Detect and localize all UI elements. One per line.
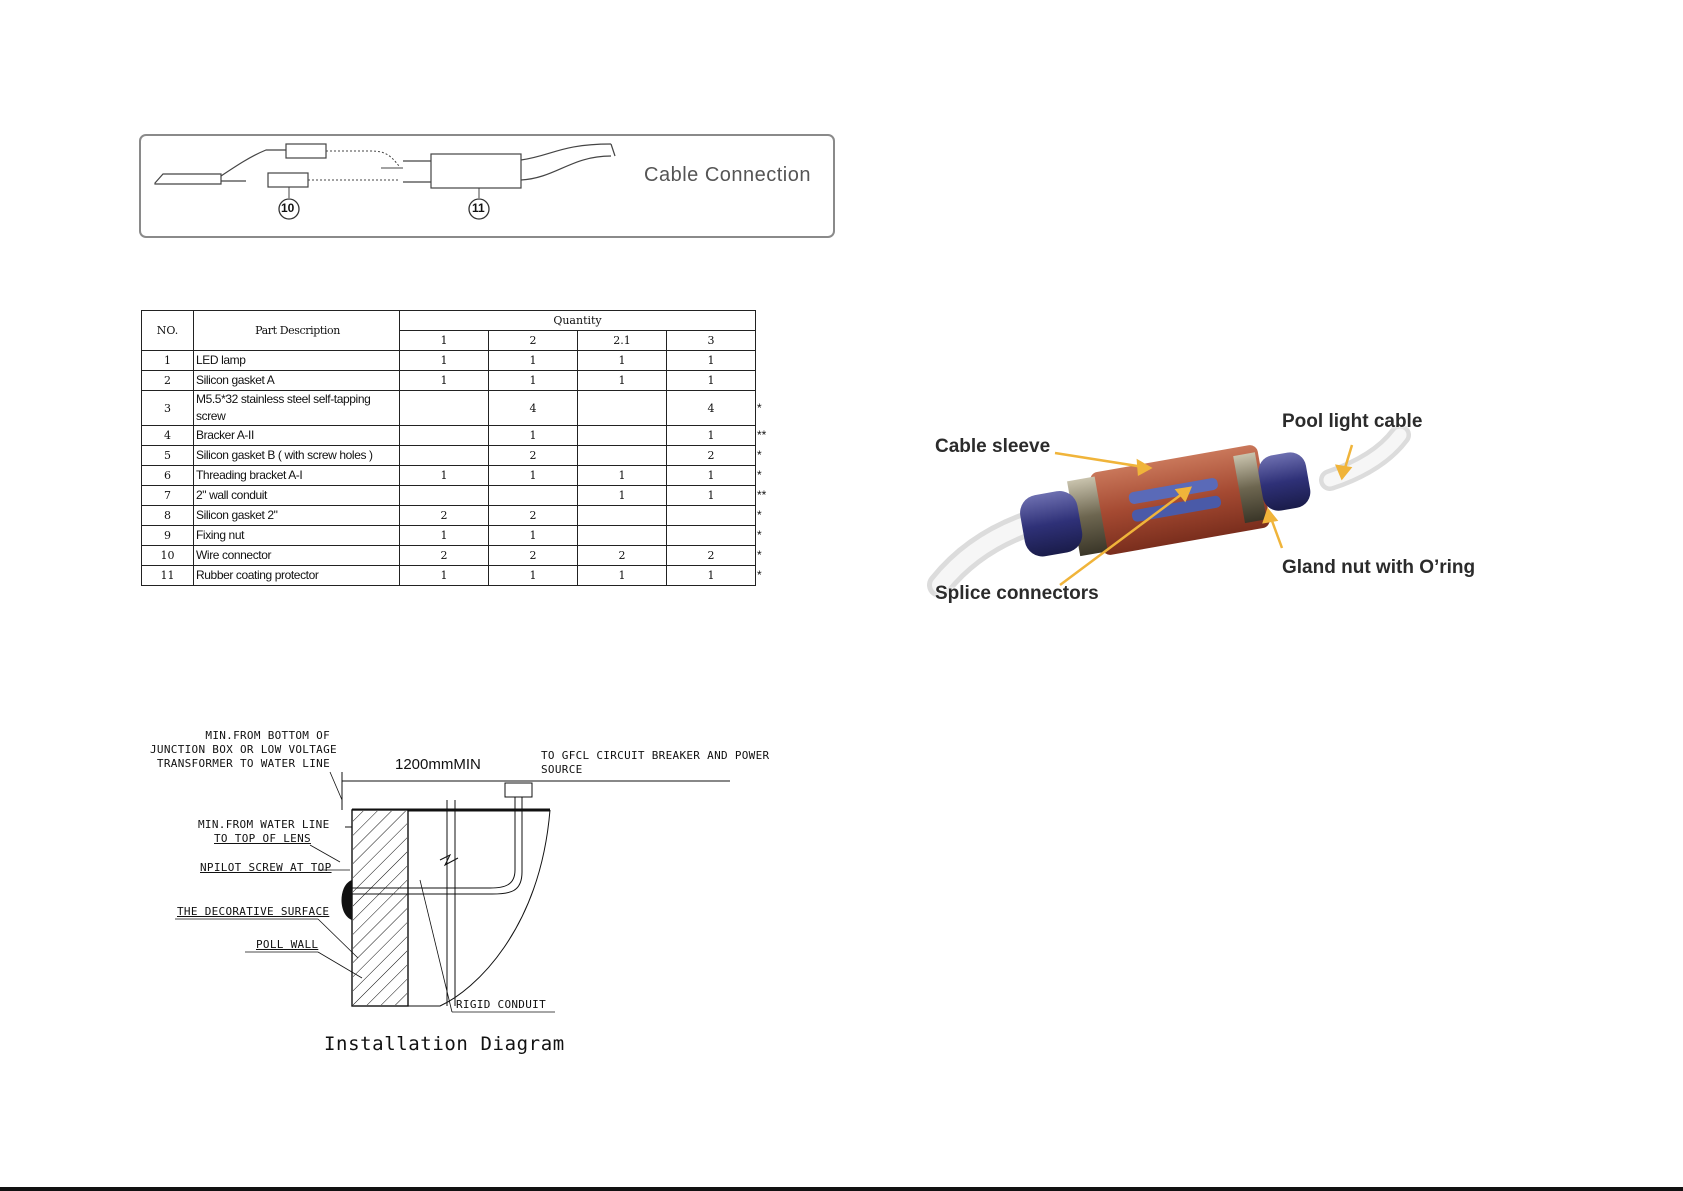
row-quantity: 1 bbox=[489, 351, 578, 371]
row-quantity: 2 bbox=[489, 446, 578, 466]
cable-connection-title: Cable Connection bbox=[644, 164, 811, 186]
row-mark: * bbox=[757, 548, 762, 562]
row-quantity: 2 bbox=[400, 506, 489, 526]
row-number: 4 bbox=[142, 426, 194, 446]
row-description: Threading bracket A-I bbox=[194, 466, 400, 486]
row-mark: * bbox=[757, 400, 762, 415]
row-description: Silicon gasket B ( with screw holes ) bbox=[194, 446, 400, 466]
installation-diagram-title: Installation Diagram bbox=[324, 1033, 565, 1055]
row-quantity: 1 bbox=[400, 351, 489, 371]
header-qty-col: 2.1 bbox=[578, 331, 667, 351]
row-quantity: 1 bbox=[578, 351, 667, 371]
label-gland-nut: Gland nut with O’ring bbox=[1282, 557, 1476, 578]
row-number: 9 bbox=[142, 526, 194, 546]
bottom-rule bbox=[0, 1187, 1683, 1191]
row-quantity: 1 bbox=[667, 371, 756, 391]
header-description: Part Description bbox=[194, 311, 400, 351]
row-description: Wire connector bbox=[194, 546, 400, 566]
row-quantity: 2 bbox=[400, 546, 489, 566]
row-quantity: 1 bbox=[578, 371, 667, 391]
row-quantity: 2 bbox=[667, 446, 756, 466]
row-number: 3 bbox=[142, 391, 194, 426]
callout-10-label: 10 bbox=[281, 201, 295, 215]
row-quantity: 1 bbox=[489, 466, 578, 486]
row-quantity: 1 bbox=[400, 466, 489, 486]
row-mark: * bbox=[757, 568, 762, 582]
row-quantity: 2 bbox=[667, 546, 756, 566]
label-min-bottom: MIN.FROM BOTTOM OF JUNCTION BOX OR LOW VOLTAGE TRANSFORMER TO WATER LINE bbox=[150, 729, 337, 770]
row-description: M5.5*32 stainless steel self-tapping screw bbox=[194, 391, 400, 426]
row-quantity: 1 bbox=[489, 371, 578, 391]
row-description: LED lamp bbox=[194, 351, 400, 371]
row-quantity: 1 bbox=[489, 526, 578, 546]
row-quantity: 1 bbox=[667, 486, 756, 506]
row-quantity: 1 bbox=[400, 566, 489, 586]
row-quantity: 1 bbox=[489, 566, 578, 586]
row-mark: ** bbox=[757, 488, 767, 502]
row-number: 10 bbox=[142, 546, 194, 566]
row-description: Rubber coating protector bbox=[194, 566, 400, 586]
row-quantity: 1 bbox=[578, 566, 667, 586]
row-mark: * bbox=[757, 468, 762, 482]
row-quantity: 1 bbox=[400, 371, 489, 391]
row-quantity: 1 bbox=[667, 566, 756, 586]
header-quantity: Quantity bbox=[400, 311, 756, 331]
row-number: 1 bbox=[142, 351, 194, 371]
row-quantity: 2 bbox=[489, 546, 578, 566]
label-pilot-screw: NPILOT SCREW AT TOP bbox=[200, 861, 332, 874]
row-quantity: 1 bbox=[667, 426, 756, 446]
header-qty-col: 1 bbox=[400, 331, 489, 351]
row-quantity: 4 bbox=[667, 391, 756, 426]
row-quantity: 1 bbox=[400, 526, 489, 546]
row-number: 5 bbox=[142, 446, 194, 466]
label-splice-connectors: Splice connectors bbox=[935, 583, 1099, 604]
dimension-label: 1200mmMIN bbox=[395, 756, 481, 773]
row-number: 6 bbox=[142, 466, 194, 486]
row-quantity: 2 bbox=[489, 506, 578, 526]
row-quantity: 1 bbox=[489, 426, 578, 446]
row-quantity: 1 bbox=[578, 466, 667, 486]
row-number: 8 bbox=[142, 506, 194, 526]
header-qty-col: 2 bbox=[489, 331, 578, 351]
row-mark: * bbox=[757, 448, 762, 462]
row-quantity: 4 bbox=[489, 391, 578, 426]
row-number: 11 bbox=[142, 566, 194, 586]
label-cable-sleeve: Cable sleeve bbox=[935, 436, 1051, 457]
label-poll-wall: POLL WALL bbox=[256, 938, 319, 951]
label-rigid-conduit: RIGID CONDUIT bbox=[456, 998, 546, 1011]
label-min-water: MIN.FROM WATER LINE TO TOP OF LENS bbox=[198, 818, 330, 845]
row-description: Silicon gasket A bbox=[194, 371, 400, 391]
label-decorative-surface: THE DECORATIVE SURFACE bbox=[177, 905, 330, 918]
row-number: 7 bbox=[142, 486, 194, 506]
row-mark: * bbox=[757, 508, 762, 522]
row-number: 2 bbox=[142, 371, 194, 391]
row-description: 2" wall conduit bbox=[194, 486, 400, 506]
row-quantity: 1 bbox=[578, 486, 667, 506]
row-description: Fixing nut bbox=[194, 526, 400, 546]
row-quantity: 1 bbox=[667, 466, 756, 486]
label-gfci: TO GFCL CIRCUIT BREAKER AND POWER SOURCE bbox=[541, 749, 770, 776]
header-no: NO. bbox=[142, 311, 194, 351]
header-qty-col: 3 bbox=[667, 331, 756, 351]
callout-11-label: 11 bbox=[472, 201, 485, 215]
row-description: Silicon gasket 2" bbox=[194, 506, 400, 526]
row-quantity: 2 bbox=[578, 546, 667, 566]
row-mark: * bbox=[757, 528, 762, 542]
row-description: Bracker A-II bbox=[194, 426, 400, 446]
label-pool-light-cable: Pool light cable bbox=[1282, 411, 1423, 432]
row-quantity: 1 bbox=[667, 351, 756, 371]
row-mark: ** bbox=[757, 428, 767, 442]
